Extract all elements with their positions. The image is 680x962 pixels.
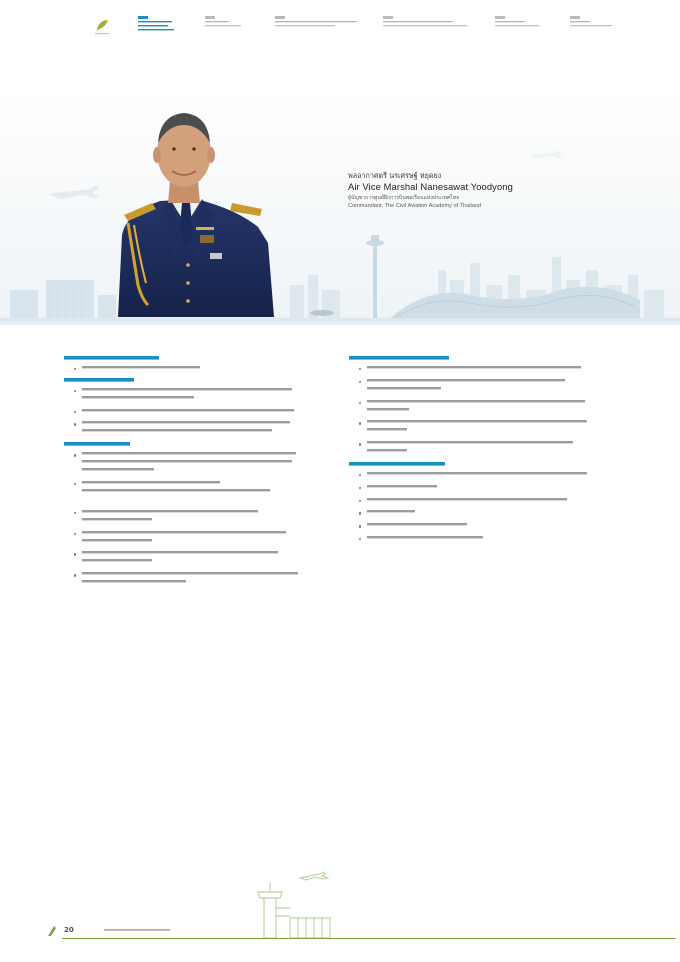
- list-item: [349, 522, 599, 532]
- footer-rule: [62, 938, 676, 939]
- list-item: [349, 509, 599, 519]
- nav-item-2[interactable]: [205, 16, 250, 38]
- position-thai: ผู้บัญชาการศูนย์ฝึกการบินพลเรือนแห่งประเทศไทย: [348, 195, 460, 201]
- section-title: [64, 355, 314, 365]
- list-item: [349, 497, 599, 507]
- list-item: [349, 484, 599, 494]
- footer-caption: [104, 928, 174, 933]
- list-item: [64, 571, 314, 589]
- list-item: [64, 530, 314, 548]
- name-english: Air Vice Marshal Nanesawat Yoodyong: [348, 181, 513, 192]
- section-title-text: [349, 461, 469, 467]
- nav-item-text-lines: [205, 16, 250, 36]
- section-title: [64, 377, 314, 387]
- list-item: [349, 440, 599, 458]
- leaf-logo-icon[interactable]: [94, 18, 110, 36]
- list-item: [64, 387, 314, 405]
- nav-item-text-lines: [570, 16, 620, 36]
- section-block: [64, 441, 314, 589]
- nav-item-4[interactable]: [383, 16, 473, 38]
- hero-divider: [0, 318, 680, 321]
- control-tower-line-art: [250, 868, 340, 940]
- list-item: [64, 550, 314, 568]
- list-item: [349, 399, 599, 417]
- nav-item-3[interactable]: [275, 16, 365, 38]
- list-item: [349, 378, 599, 396]
- nav-item-1[interactable]: [138, 16, 178, 36]
- footer-leaf-logo-icon: [46, 924, 60, 938]
- nav-item-6[interactable]: [570, 16, 620, 38]
- top-navigation: [0, 14, 680, 48]
- section-title-text: [64, 441, 164, 447]
- list-item: [349, 419, 599, 437]
- right-column: [349, 353, 599, 548]
- list-item: [349, 535, 599, 545]
- section-title: [349, 461, 599, 471]
- section-title: [64, 441, 314, 451]
- list-item: [64, 451, 314, 477]
- left-column: [64, 353, 314, 592]
- section-title-text: [349, 355, 469, 361]
- nav-item-text-lines: [138, 16, 178, 36]
- section-title: [349, 355, 599, 365]
- section-title-text: [64, 377, 164, 383]
- section-block: [349, 355, 599, 458]
- nav-item-text-lines: [495, 16, 545, 36]
- list-item: [349, 471, 599, 481]
- list-item: [349, 365, 599, 375]
- list-item: [64, 420, 314, 438]
- list-item: [64, 509, 314, 527]
- position-english: Commandant, The Civil Aviation Academy of Thailand: [348, 203, 482, 209]
- nav-item-5[interactable]: [495, 16, 545, 38]
- nav-item-text-lines: [383, 16, 473, 36]
- list-item: [64, 408, 314, 418]
- name-thai: พลอากาศตรี นรเศรษฐ์ หยุดยง: [348, 171, 442, 180]
- section-block: [349, 461, 599, 545]
- section-block: [64, 377, 314, 438]
- list-item: [64, 480, 314, 506]
- profile-name-block: [348, 171, 648, 210]
- page-number: 20: [64, 926, 74, 934]
- section-title-text: [64, 355, 164, 361]
- nav-item-text-lines: [275, 16, 365, 36]
- section-block: [64, 355, 314, 374]
- list-item: [64, 365, 314, 374]
